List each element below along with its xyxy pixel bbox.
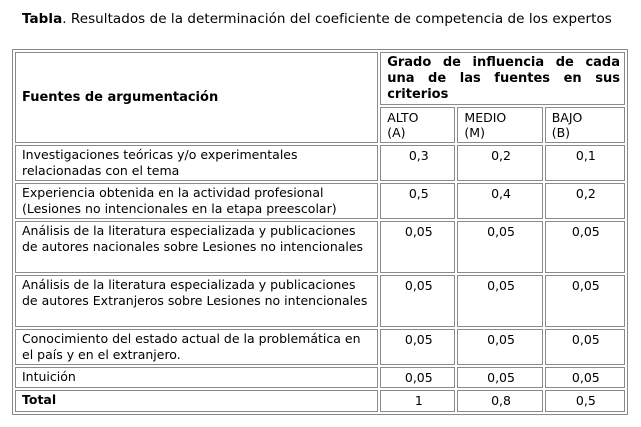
subheader-bajo [545,107,625,143]
row-medio: 0,05 [457,367,542,388]
row-source: Intuición [15,367,378,388]
row-source: Experiencia obtenida en la actividad profesional (Lesiones no intencionales en la etapa preescolar) [15,183,378,219]
total-medio: 0,8 [457,390,542,412]
row-medio: 0,05 [457,275,542,327]
row-source: Conocimiento del estado actual de la problemática en el país y en el extranjero. [15,329,378,365]
row-alto: 0,5 [380,183,455,219]
row-medio: 0,2 [457,145,542,181]
subheader-alto-abbr: (A) [387,125,406,140]
header-influence-group: Grado de influencia de cada una de las fuentes en sus criterios [380,52,625,105]
subheader-alto-label: ALTO [387,110,419,125]
caption-text: . Resultados de la determinación del coeficiente de competencia de los expertos [62,11,612,27]
table-caption [22,11,612,27]
table-row [15,183,625,219]
row-alto: 0,3 [380,145,455,181]
row-medio: 0,05 [457,221,542,273]
table-row [15,367,625,388]
caption-label: Tabla [22,11,63,27]
row-medio: 0,4 [457,183,542,219]
subheader-bajo-label: BAJO [551,110,583,125]
row-bajo: 0,1 [545,145,625,181]
total-bajo: 0,5 [545,390,625,412]
total-alto: 1 [380,390,455,412]
subheader-medio [457,107,542,143]
row-source: Análisis de la literatura especializada y publicaciones de autores Extranjeros sobre Lesiones no intencionales [15,275,378,327]
subheader-alto [380,107,455,143]
row-alto: 0,05 [380,221,455,273]
row-alto: 0,05 [380,367,455,388]
header-row [15,52,625,105]
table-row [15,221,625,273]
table-row [15,145,625,181]
row-alto: 0,05 [380,275,455,327]
row-bajo: 0,05 [545,329,625,365]
table-row [15,275,625,327]
row-bajo: 0,05 [545,367,625,388]
total-label: Total [15,390,378,412]
competence-table [12,49,628,415]
row-bajo: 0,05 [545,275,625,327]
table-row [15,329,625,365]
total-row [15,390,625,412]
row-bajo: 0,05 [545,221,625,273]
row-medio: 0,05 [457,329,542,365]
row-source: Investigaciones teóricas y/o experimentales relacionadas con el tema [15,145,378,181]
subheader-medio-label: MEDIO [464,110,507,125]
subheader-bajo-abbr: (B) [551,125,571,140]
row-bajo: 0,2 [545,183,625,219]
row-alto: 0,05 [380,329,455,365]
subheader-medio-abbr: (M) [464,125,485,140]
header-sources: Fuentes de argumentación [15,52,378,143]
row-source: Análisis de la literatura especializada y publicaciones de autores nacionales sobre Lesiones no intencionales [15,221,378,273]
